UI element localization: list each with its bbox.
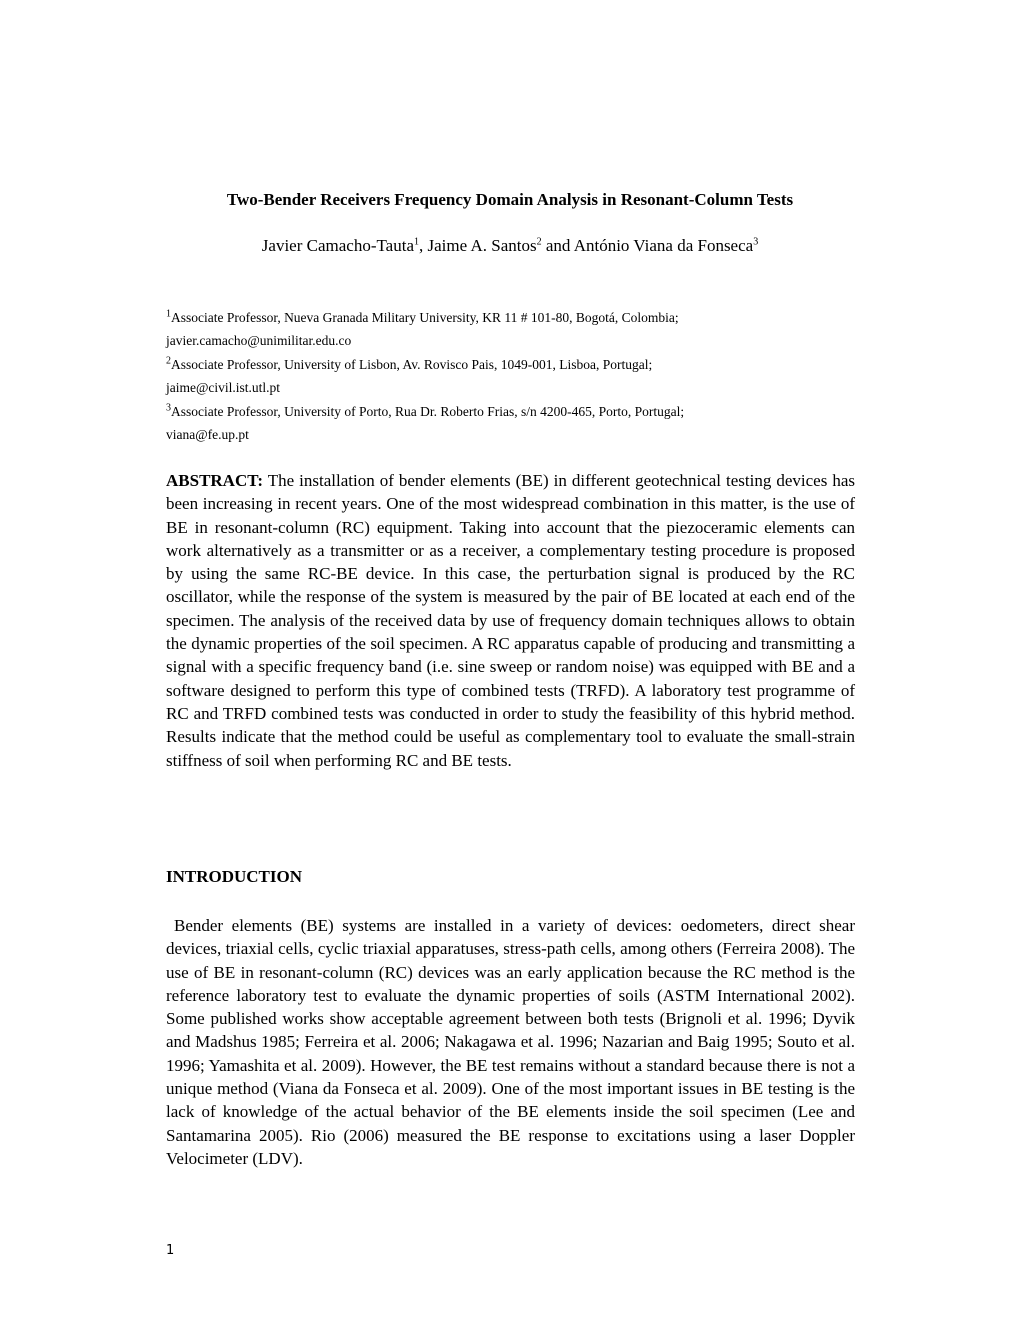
abstract-label: ABSTRACT: — [166, 471, 263, 490]
author-name: António Viana da Fonseca — [573, 236, 754, 255]
affiliation-line — [166, 400, 856, 423]
affiliation-superscript: 3 — [166, 402, 171, 414]
author-line — [0, 236, 1020, 256]
author-name: Javier Camacho-Tauta — [261, 236, 414, 255]
section-heading-introduction: INTRODUCTION — [166, 867, 303, 886]
paper-title: Two-Bender Receivers Frequency Domain Analysis in Resonant-Column Tests — [226, 190, 794, 209]
affiliation-email[interactable]: jaime@civil.ist.utl.pt — [166, 380, 281, 396]
affiliation-text: Associate Professor, University of Porto, Rua Dr. Roberto Frias, s/n 4200-465, Porto, Portugal; — [171, 403, 685, 419]
affiliation-email[interactable]: javier.camacho@unimilitar.edu.co — [166, 333, 352, 349]
affiliation-superscript: 1 — [166, 308, 171, 320]
affiliation-email[interactable]: viana@fe.up.pt — [166, 427, 249, 443]
affiliation-text: Associate Professor, University of Lisbon, Av. Rovisco Pais, 1049-001, Lisboa, Portugal; — [171, 356, 653, 372]
introduction-paragraph: Bender elements (BE) systems are installed in a variety of devices: oedometers, direct shear devices, triaxial cells, cyclic triaxial apparatuses, stress-path cells, among others (Ferreira 2008). The use of BE in resonant-column (RC) devices was an early application because the RC method is the reference laboratory test to evaluate the dynamic properties of soils (ASTM International 2002). Some published works show acceptable agreement between both tests (Brignoli et al. 1996; Dyvik and Madshus 1985; Ferreira et al. 2006; Nakagawa et al. 1996; Nazarian and Baig 1995; Souto et al. 1996; Yamashita et al. 2009). However, the BE test remains without a standard because there is not a unique method (Viana da Fonseca et al. 2009). One of the most important issues in BE testing is the lack of knowledge of the actual behavior of the BE elements inside the soil specimen (Lee and Santamarina 2005). Rio (2006) measured the BE response to excitations using a laser Doppler Velocimeter (LDV). — [166, 916, 855, 1168]
author-name: Jaime A. Santos — [427, 236, 537, 255]
affiliation-superscript: 2 — [166, 355, 171, 367]
author-separator: , — [419, 236, 428, 255]
page-number: 1 — [166, 1243, 175, 1258]
author-separator: and — [541, 236, 574, 255]
affiliation-text: Associate Professor, Nueva Granada Military University, KR 11 # 101-80, Bogotá, Colombia; — [171, 310, 679, 325]
affiliation-line — [166, 306, 856, 329]
abstract-paragraph — [166, 469, 855, 772]
abstract-text: The installation of bender elements (BE) in different geotechnical testing devices has been increasing in recent years. One of the most widespread combination in this matter, is the use of BE in resonant-column (RC) equipment. Taking into account that the piezoceramic elements can work alternatively as a transmitter or as a receiver, a complementary testing procedure is proposed by using the same RC-BE device. In this case, the perturbation signal is produced by the RC oscillator, while the response of the system is measured by the pair of BE located at each end of the specimen. The analysis of the received data by use of frequency domain techniques allows to obtain the dynamic properties of the soil specimen. A RC apparatus capable of producing and transmitting a signal with a specific frequency band (i.e. sine sweep or random noise) was equipped with BE and a software designed to perform this type of combined tests (TRFD). A laboratory test programme of RC and TRFD combined tests was conducted in order to study the feasibility of this hybrid method. Results indicate that the method could be useful as complementary tool to evaluate the small-strain stiffness of soil when performing RC and BE tests. — [166, 471, 856, 770]
author-superscript: 3 — [753, 236, 759, 248]
author-superscript: 2 — [536, 236, 542, 248]
author-superscript: 1 — [414, 236, 419, 248]
affiliation-line — [166, 353, 856, 376]
affiliations — [166, 306, 856, 446]
